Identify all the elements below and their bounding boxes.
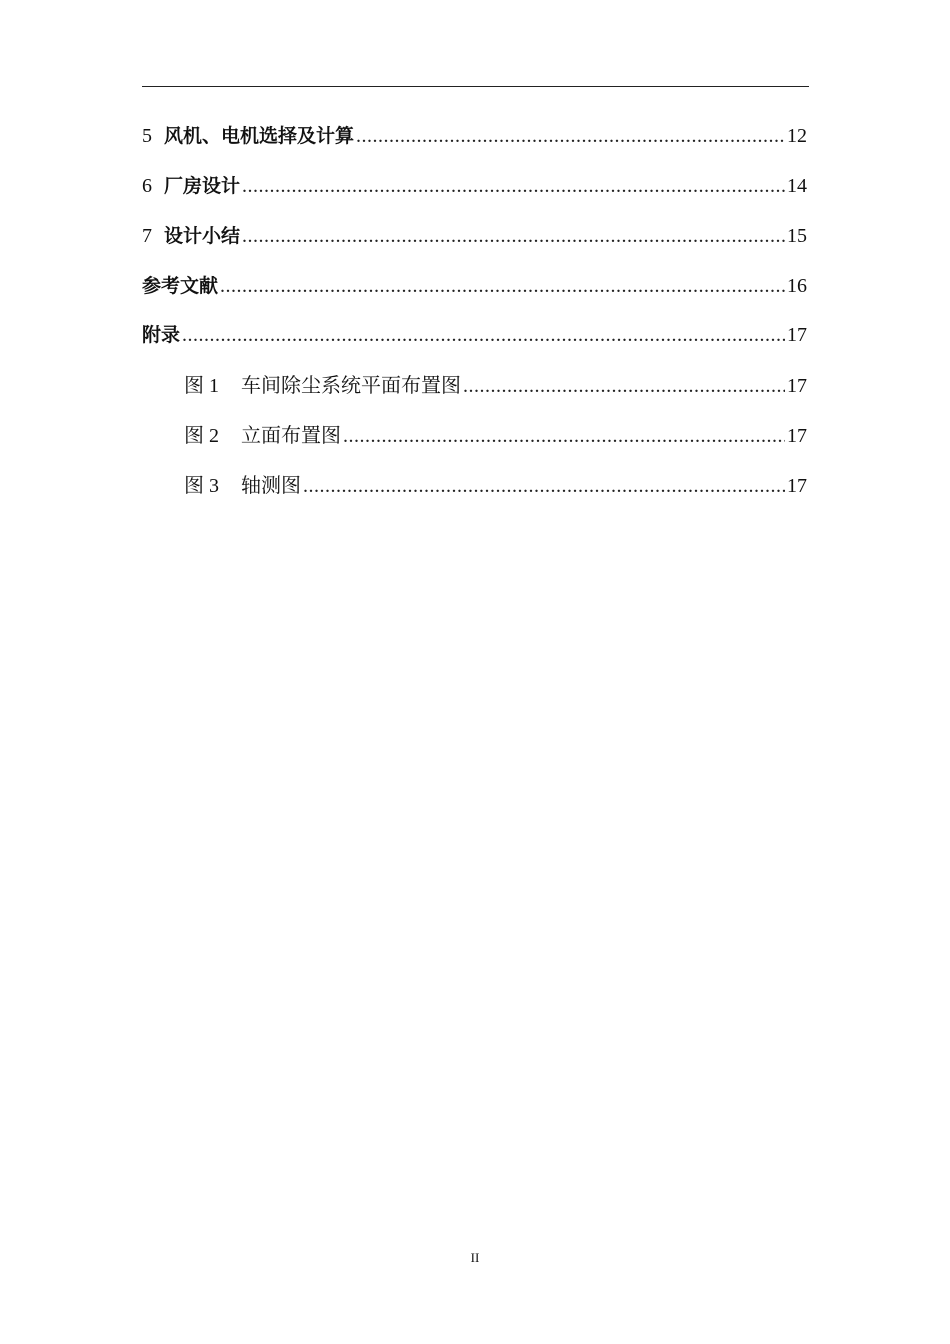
toc-entry-title: 立面布置图 bbox=[241, 423, 341, 447]
toc-entry-figure-3[interactable] bbox=[184, 470, 807, 500]
toc-entry-fan-motor[interactable] bbox=[142, 121, 807, 151]
toc-entry-page: 17 bbox=[787, 324, 807, 346]
toc-dot-leader bbox=[182, 320, 785, 350]
toc-dot-leader bbox=[343, 421, 785, 451]
toc-entry-number: 图 3 bbox=[184, 475, 219, 497]
toc-entry-title: 风机、电机选择及计算 bbox=[164, 125, 355, 147]
toc-entry-title: 轴测图 bbox=[241, 473, 301, 497]
page-number: II bbox=[470, 1250, 480, 1265]
toc-entry-number: 7 bbox=[142, 225, 152, 247]
toc-entry-title: 附录 bbox=[142, 324, 181, 346]
toc-entry-page: 14 bbox=[787, 175, 807, 197]
toc-entry-title: 厂房设计 bbox=[164, 175, 241, 197]
toc-entry-plant-design[interactable] bbox=[142, 171, 807, 201]
toc-entry-number: 6 bbox=[142, 175, 152, 197]
toc-entry-number: 图 2 bbox=[184, 425, 219, 447]
toc-dot-leader bbox=[242, 221, 785, 251]
toc-entry-page: 17 bbox=[787, 475, 807, 497]
header-rule bbox=[142, 86, 809, 87]
toc-entry-page: 12 bbox=[787, 125, 807, 147]
toc-entry-title: 参考文献 bbox=[142, 275, 219, 297]
toc-dot-leader bbox=[356, 121, 785, 151]
toc-entry-page: 17 bbox=[787, 375, 807, 397]
toc-entry-number: 图 1 bbox=[184, 375, 219, 397]
toc-entry-figure-2[interactable] bbox=[184, 420, 807, 450]
toc-dot-leader bbox=[220, 271, 785, 301]
toc-entry-page: 16 bbox=[787, 275, 807, 297]
toc-dot-leader bbox=[463, 371, 785, 401]
toc-entry-page: 17 bbox=[787, 425, 807, 447]
toc-entry-page: 15 bbox=[787, 225, 807, 247]
toc-entry-title: 车间除尘系统平面布置图 bbox=[241, 373, 461, 397]
toc-dot-leader bbox=[242, 171, 785, 201]
toc-entry-design-summary[interactable] bbox=[142, 221, 807, 251]
toc-entry-figure-1[interactable] bbox=[184, 370, 807, 400]
toc-dot-leader bbox=[303, 471, 785, 501]
toc-entry-number: 5 bbox=[142, 125, 152, 147]
toc-entry-appendix[interactable] bbox=[142, 320, 807, 350]
toc-entry-references[interactable] bbox=[142, 271, 807, 301]
toc-entry-title: 设计小结 bbox=[164, 225, 241, 247]
